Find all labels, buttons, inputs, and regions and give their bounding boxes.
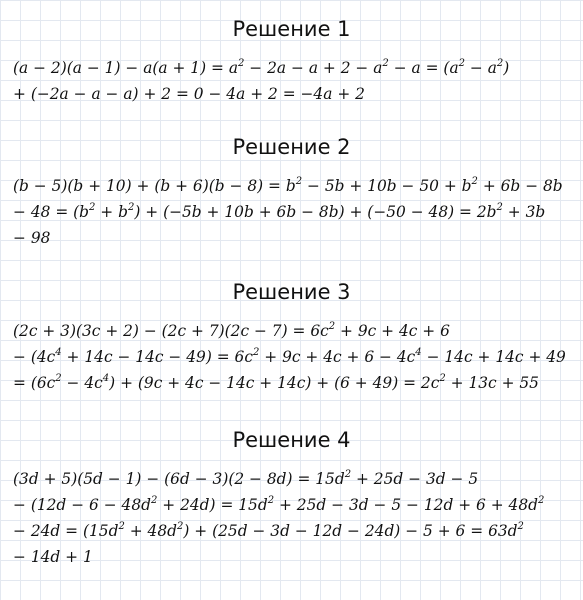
solution-3-lines — [0, 318, 583, 396]
math-line: + (−2a − a − a) + 2 = 0 − 4a + 2 = −4a + 2 — [13, 85, 365, 103]
solution-1 — [0, 14, 583, 107]
math-line: $(b - 5)(b + 10) + (b + 6)(b - 8) = b^2 - 5b + 10b - 50 + b^2 + 6b - 8b$ — [13, 176, 563, 195]
solution-4-title: Решение 4 — [232, 428, 351, 452]
math-line: − $48 = (b^2 + b^2) + (-5b + 10b + 6b - 8b) + (-50 - 48) = 2b^2 + 3b$ — [13, 202, 546, 221]
math-line: − 98 — [13, 229, 51, 247]
solution-2 — [0, 132, 583, 251]
solution-4 — [0, 425, 583, 570]
solution-1-title: Решение 1 — [232, 17, 351, 41]
solution-4-lines — [0, 466, 583, 570]
math-line: $(a - 2)(a - 1) - a(a + 1) = a^2 - 2a - a + 2 - a^2 - a = (a^2 - a^2)$ — [13, 58, 510, 77]
math-line: − 14d + 1 — [13, 548, 93, 566]
math-line: $(3d + 5)(5d - 1) - (6d - 3)(2 - 8d) = 15d^2 + 25d - 3d - 5$ — [13, 469, 479, 488]
solution-3 — [0, 277, 583, 396]
solution-2-title: Решение 2 — [232, 135, 351, 159]
math-line: − $(12d - 6 - 48d^2 + 24d) = 15d^2 + 25d - 3d - 5 - 12d + 6 + 48d^2$ — [13, 495, 545, 514]
math-line: = $(6c^2 - 4c^4) + (9c + 4c - 14c + 14c) + (6 + 49) = 2c^2 + 13c + 55$ — [13, 373, 539, 392]
math-line: − $24d = (15d^2 + 48d^2) + (25d - 3d - 12d - 24d) - 5 + 6 = 63d^2$ — [13, 521, 524, 540]
math-line: $(2c + 3)(3c + 2) - (2c + 7)(2c - 7) = 6c^2 + 9c + 4c + 6$ — [13, 321, 450, 340]
solution-1-lines — [0, 55, 583, 107]
solution-3-title: Решение 3 — [232, 280, 351, 304]
solution-2-lines — [0, 173, 583, 251]
math-line: − $(4c^4 + 14c - 14c - 49) = 6c^2 + 9c + 4c + 6 - 4c^4 - 14c + 14c + 49$ — [13, 347, 566, 366]
